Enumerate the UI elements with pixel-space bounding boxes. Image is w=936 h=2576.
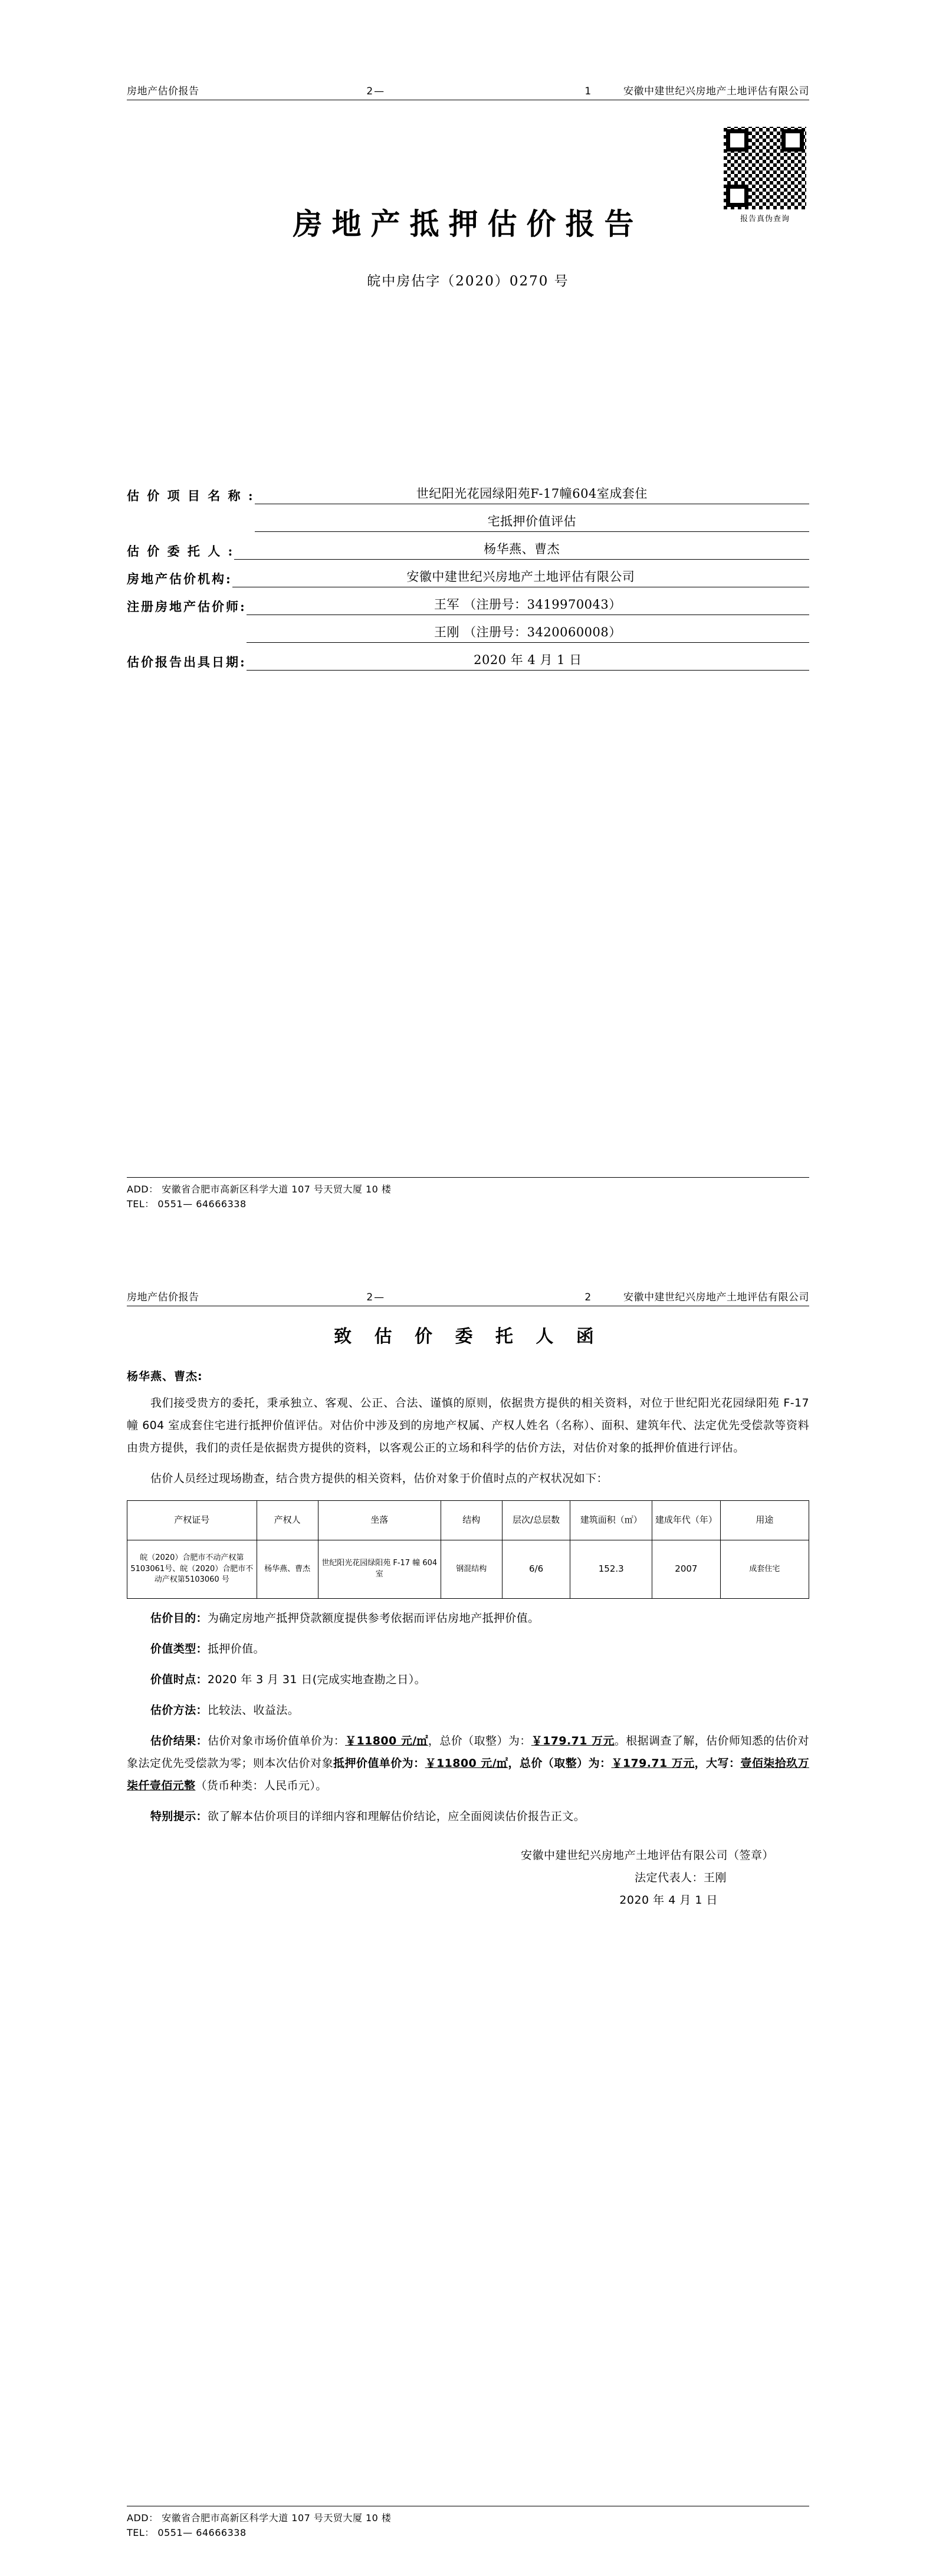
running-header-right: 安徽中建世纪兴房地产土地评估有限公司 xyxy=(623,1292,809,1303)
cell-location: 世纪阳光花园绿阳苑 F-17 幢 604 室 xyxy=(318,1540,441,1599)
item-text: 为确定房地产抵押贷款额度提供参考依据而评估房地产抵押价值。 xyxy=(207,1612,540,1625)
letter-paragraph-1: 我们接受贵方的委托，秉承独立、客观、公正、合法、谨慎的原则，依据贵方提供的相关资料，对位于世纪阳光花园绿阳苑 F-17 幢 604 室成套住宅进行抵押价值评估。对估价中涉及到的房地产权属、产权人姓名（名称）、面积、建筑年代、法定优先受偿款等资料由贵方提供，我们的责任是依据贵方提供的资料，以客观公正的立场和科学的估价方法，对估价对象的抵押价值进行评估。 xyxy=(127,1397,809,1454)
field-value: 安徽中建世纪兴房地产土地评估有限公司 xyxy=(232,567,809,587)
result-text-4: 抵押价值单价为： xyxy=(333,1757,425,1770)
mortgage-unit-price: ￥11800 元/㎡ xyxy=(425,1757,508,1770)
item-text: 比较法、收益法。 xyxy=(207,1704,300,1717)
item-purpose xyxy=(127,1607,809,1629)
cell-usage: 成套住宅 xyxy=(720,1540,809,1599)
result-text-3: 。根据调查了解，估价师知悉的估价对象法定优先受偿款为零；则本次估价对象 xyxy=(127,1734,809,1770)
item-methods xyxy=(127,1699,809,1721)
column-header-cert-no: 产权证号 xyxy=(127,1501,257,1540)
cover-fields xyxy=(127,484,809,671)
item-value-type xyxy=(127,1638,809,1660)
field-value: 世纪阳光花园绿阳苑F-17幢604室成套住 xyxy=(255,484,809,504)
field-appraisal-institution xyxy=(127,567,809,587)
item-label: 估价目的： xyxy=(150,1612,208,1625)
cell-floor: 6/6 xyxy=(502,1540,570,1599)
page-2 xyxy=(0,1253,936,2576)
signature-block xyxy=(127,1844,809,1911)
running-header-page2 xyxy=(127,1289,809,1306)
item-note xyxy=(127,1805,809,1828)
result-text-1: 估价对象市场价值单价为： xyxy=(208,1734,346,1747)
item-label: 价值时点： xyxy=(150,1673,208,1686)
note-text: 欲了解本估价项目的详细内容和理解估价结论，应全面阅读估价报告正文。 xyxy=(207,1810,586,1823)
page-2-footer xyxy=(127,2506,809,2541)
letter-addressee: 杨华燕、曹杰: xyxy=(127,1370,203,1383)
running-header-page1 xyxy=(127,83,809,100)
field-appraiser-1 xyxy=(127,595,809,615)
column-header-area: 建筑面积（㎡） xyxy=(570,1501,652,1540)
letter-paragraph-2: 估价人员经过现场勘查，结合贵方提供的相关资料，估价对象于价值时点的产权状况如下： xyxy=(150,1472,608,1485)
item-value-date xyxy=(127,1668,809,1691)
running-header-page-number: 1 xyxy=(584,86,592,97)
document-title: 房地产抵押估价报告 xyxy=(293,206,643,241)
field-appraiser-2 xyxy=(127,623,809,643)
cell-cert-no: 皖（2020）合肥市不动产权第5103061号、皖（2020）合肥市不动产权第5103060 号 xyxy=(127,1540,257,1599)
mortgage-total-price: ￥179.71 万元 xyxy=(611,1757,695,1770)
column-header-owner: 产权人 xyxy=(257,1501,318,1540)
signature-legal-rep: 法定代表人：王刚 xyxy=(634,1871,727,1884)
running-header-page-mark: 2— xyxy=(366,86,386,97)
field-value: 2020 年 4 月 1 日 xyxy=(247,650,809,671)
field-label: 注册房地产估价师: xyxy=(127,599,247,614)
field-label: 估价报告出具日期: xyxy=(127,655,247,669)
result-text-7: （货币种类：人民币元）。 xyxy=(195,1779,327,1792)
page-1-footer xyxy=(127,1177,809,1212)
column-header-location: 坐落 xyxy=(318,1501,441,1540)
footer-tel: TEL： 0551— 64666338 xyxy=(127,2527,247,2539)
item-label: 价值类型： xyxy=(150,1642,208,1655)
column-header-year: 建成年代（年） xyxy=(652,1501,721,1540)
running-header-page-mark: 2— xyxy=(366,1292,386,1303)
field-label: 房地产估价机构: xyxy=(127,571,232,586)
column-header-usage: 用途 xyxy=(720,1501,809,1540)
cell-structure: 钢混结构 xyxy=(441,1540,502,1599)
note-label: 特别提示： xyxy=(150,1810,208,1823)
page-1 xyxy=(0,0,936,1253)
cell-year: 2007 xyxy=(652,1540,721,1599)
qr-code-icon[interactable] xyxy=(724,127,806,209)
amount-in-chinese: 壹佰柒拾玖万柒仟壹佰元整 xyxy=(127,1757,810,1792)
column-header-structure: 结构 xyxy=(441,1501,502,1540)
column-header-floor: 层次/总层数 xyxy=(502,1501,570,1540)
field-project-name xyxy=(127,484,809,504)
result-label: 估价结果： xyxy=(150,1734,208,1747)
qr-caption: 报告真伪查询 xyxy=(740,215,790,224)
signature-company: 安徽中建世纪兴房地产土地评估有限公司（签章） xyxy=(520,1849,774,1862)
running-header-page-number: 2 xyxy=(584,1292,592,1303)
field-value: 宅抵押价值评估 xyxy=(255,512,809,532)
result-text-5: ，总价（取整）为： xyxy=(508,1757,612,1770)
field-issue-date xyxy=(127,650,809,671)
cell-area: 152.3 xyxy=(570,1540,652,1599)
field-value: 王军 （注册号：3419970043） xyxy=(247,595,809,615)
signature-date: 2020 年 4 月 1 日 xyxy=(619,1894,718,1907)
property-table xyxy=(127,1500,809,1599)
field-value: 王刚 （注册号：3420060008） xyxy=(247,623,809,643)
result-text-2: ，总价（取整）为： xyxy=(428,1734,531,1747)
running-header-right: 安徽中建世纪兴房地产土地评估有限公司 xyxy=(623,86,809,97)
cell-owner: 杨华燕、曹杰 xyxy=(257,1540,318,1599)
field-value: 杨华燕、曹杰 xyxy=(234,540,809,560)
field-label: 估 价 项 目 名 称 : xyxy=(127,488,255,503)
result-total-price: ￥179.71 万元 xyxy=(531,1734,615,1747)
field-project-name-line2 xyxy=(127,512,809,532)
item-label: 估价方法： xyxy=(150,1704,208,1717)
table-row xyxy=(127,1540,809,1599)
running-header-left: 房地产估价报告 xyxy=(127,86,199,97)
item-result xyxy=(127,1730,809,1797)
footer-tel: TEL： 0551— 64666338 xyxy=(127,1198,247,1210)
field-label: 估 价 委 托 人 : xyxy=(127,544,235,558)
footer-address: ADD： 安徽省合肥市高新区科学大道 107 号天贸大厦 10 楼 xyxy=(127,1184,392,1195)
field-client xyxy=(127,540,809,560)
running-header-left: 房地产估价报告 xyxy=(127,1292,199,1303)
footer-address: ADD： 安徽省合肥市高新区科学大道 107 号天贸大厦 10 楼 xyxy=(127,2512,392,2524)
item-text: 抵押价值。 xyxy=(207,1642,265,1655)
document-number: 皖中房估字（2020）0270 号 xyxy=(367,274,569,289)
result-text-6: ，大写： xyxy=(694,1757,741,1770)
table-header-row xyxy=(127,1501,809,1540)
qr-code-block xyxy=(721,127,809,224)
item-text: 2020 年 3 月 31 日(完成实地查勘之日）。 xyxy=(207,1673,426,1686)
letter-title: 致 估 价 委 托 人 函 xyxy=(334,1326,602,1347)
result-unit-price: ￥11800 元/㎡ xyxy=(345,1734,428,1747)
